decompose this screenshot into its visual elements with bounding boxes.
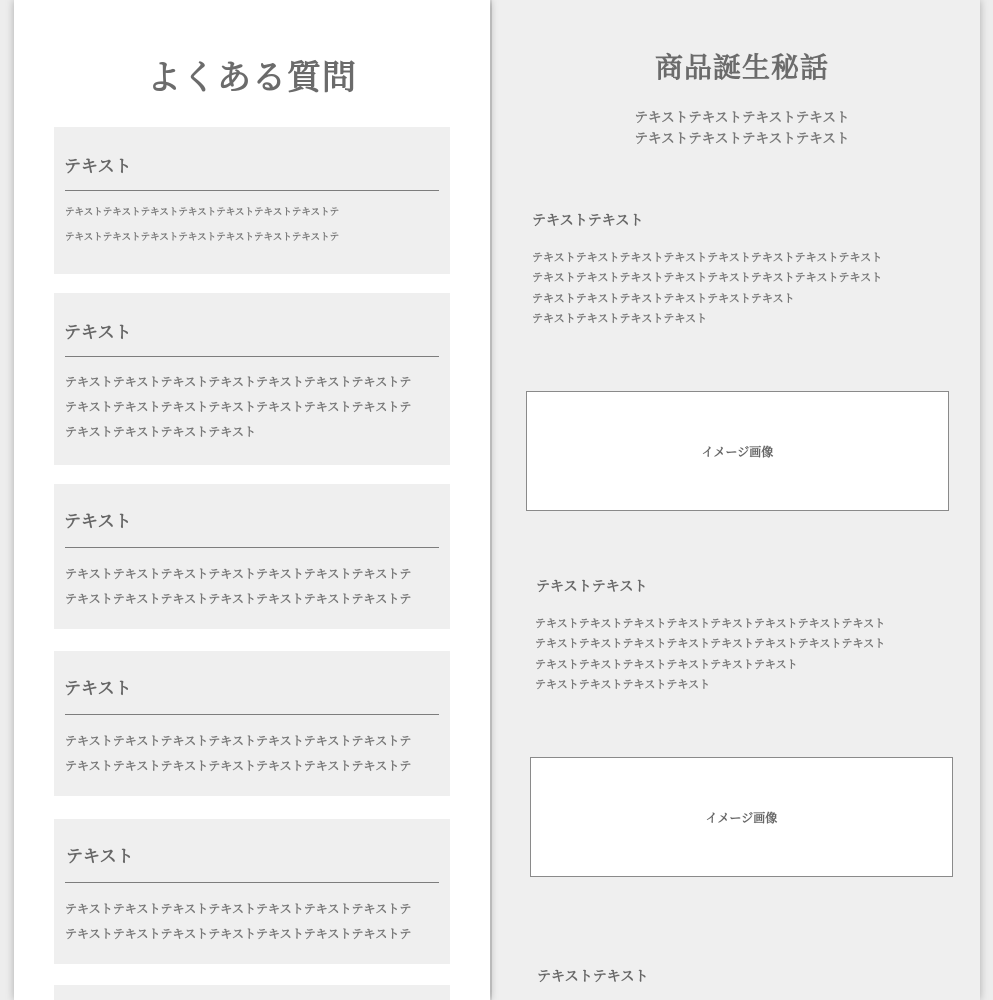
faq-divider — [65, 190, 439, 191]
story-title: 商品誕生秘話 — [654, 51, 829, 84]
faq-question: テキスト — [64, 512, 132, 532]
image-placeholder — [526, 391, 949, 511]
faq-divider — [65, 547, 439, 548]
faq-question: テキスト — [64, 157, 132, 177]
faq-question: テキスト — [64, 323, 132, 343]
faq-divider — [65, 714, 439, 715]
image-placeholder-label: イメージ画像 — [701, 444, 774, 459]
story-section-heading: テキストテキスト — [537, 969, 649, 985]
faq-answer: テキストテキストテキストテキストテキストテキストテキストテ テキストテキストテキストテキストテキストテキストテキストテ — [65, 902, 412, 941]
faq-item[interactable] — [54, 651, 450, 796]
faq-item[interactable] — [54, 293, 450, 465]
faq-item[interactable] — [54, 819, 450, 964]
faq-divider — [65, 356, 439, 357]
faq-answer: テキストテキストテキストテキストテキストテキストテキストテ テキストテキストテキストテキストテキストテキストテキストテ — [65, 734, 412, 773]
story-section-body: テキストテキストテキストテキストテキストテキストテキストテキスト テキストテキストテキストテキストテキストテキストテキストテキスト テキストテキストテキストテキストテキストテキスト テキストテキストテキストテキスト — [532, 251, 883, 325]
image-placeholder-label: イメージ画像 — [705, 810, 778, 825]
image-placeholder — [530, 757, 953, 877]
faq-question: テキスト — [64, 679, 132, 699]
faq-panel — [14, 0, 490, 1000]
story-panel — [492, 0, 980, 1000]
faq-answer: テキストテキストテキストテキストテキストテキストテキストテ テキストテキストテキストテキストテキストテキストテキストテ — [65, 567, 412, 606]
faq-title: よくある質問 — [147, 58, 357, 98]
faq-divider — [65, 882, 439, 883]
faq-question: テキスト — [66, 847, 134, 867]
faq-item[interactable] — [54, 484, 450, 629]
story-section-heading: テキストテキスト — [536, 579, 648, 595]
faq-item-partial[interactable] — [54, 985, 450, 1000]
story-intro: テキストテキストテキストテキスト テキストテキストテキストテキスト — [634, 110, 850, 147]
faq-item[interactable] — [54, 127, 450, 274]
story-section-body: テキストテキストテキストテキストテキストテキストテキストテキスト テキストテキストテキストテキストテキストテキストテキストテキスト テキストテキストテキストテキストテキストテキスト テキストテキストテキストテキスト — [535, 617, 886, 691]
story-section-heading: テキストテキスト — [532, 213, 644, 229]
faq-answer: テキストテキストテキストテキストテキストテキストテキストテ テキストテキストテキストテキストテキストテキストテキストテ — [65, 207, 340, 243]
faq-answer: テキストテキストテキストテキストテキストテキストテキストテ テキストテキストテキストテキストテキストテキストテキストテ テキストテキストテキストテキスト — [65, 375, 412, 439]
